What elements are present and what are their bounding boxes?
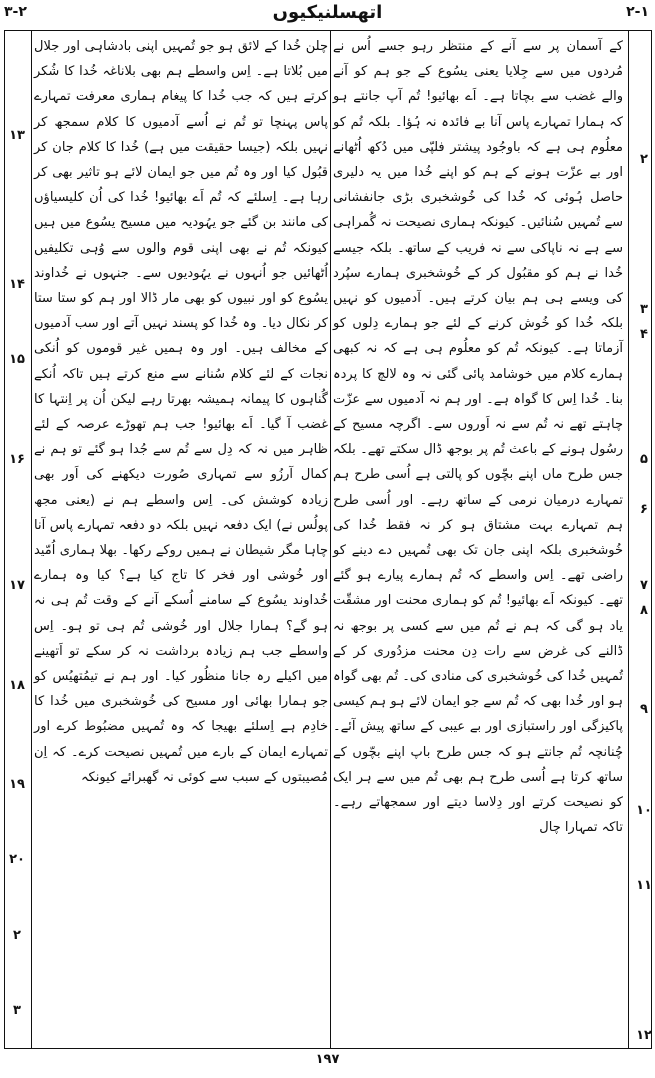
verse-number: ۱۰ bbox=[636, 803, 652, 818]
chapter-range-right: ۲-۱ bbox=[626, 4, 649, 20]
verse-number: ۱۵ bbox=[9, 352, 25, 367]
left-column-text: چلن خُدا کے لائق ہو جو تُمہیں اپنی بادشاہی اور جلال میں بُلاتا ہے۔ اِس واسطے ہم بھی بلاناغہ خُدا کا شُکر کرتے ہیں کہ جب خُدا کا پیغام ہماری معرفت تمہارے پاس پہنچا تو تُم نے اُسے آدمیوں کا کلام سمجھ کر نہیں بلکہ (جیسا حقیقت میں ہے) خُدا کا کلام جان کر قبُول کیا اور وہ تُم میں جو ایمان لائے ہو تاثیر بھی کر رہا ہے۔ اِسلئے کہ تُم اَے بھائیو! خُدا کی اُن کلیسیاؤں کی مانند بن گئے جو یہُودیہ میں مسیح یسُوع میں ہیں کیونکہ تُم نے بھی اپنی قوم والوں سے وُہی تکلیفیں اُٹھائیں جو اُنہوں نے یہُودیوں سے۔ جنہوں نے خُداوند یسُوع کو اور نبیوں کو بھی مار ڈالا اور ہم کو ستا ستا کر نکال دیا۔ وہ خُدا کو پسند نہیں آتے اور سب آدمیوں کے مخالف ہیں۔ اور وہ ہمیں غیر قوموں کو اُنکی نجات کے لئے کلام سُنانے سے منع کرتے ہیں تاکہ اُنکے گُناہوں کا پیمانہ ہمیشہ بھرتا رہے لیکن اُن پر اِنتہا کا غضب آ گیا۔ اَے بھائیو! جب ہم تھوڑے عرصہ کے لئے ظاہر میں نہ کہ دِل سے تُم سے جُدا ہو گئے تو ہم نے کمال آرزُو سے تمہاری صُورت دیکھنے کی اَور بھی زیادہ کوشش کی۔ اِس واسطے ہم نے (یعنی مجھ پولُس نے) ایک دفعہ نہیں بلکہ دو دفعہ تمہارے پاس آنا چاہا مگر شیطان نے ہمیں روکے رکھا۔ بھلا ہماری اُمّید اور خُوشی اور فخر کا تاج کیا ہے؟ کیا وہ ہمارے خُداوند یسُوع کے سامنے اُسکے آنے کے وقت تُم ہی نہ ہو گے؟ ہمارا جلال اور خُوشی تُم ہی تو ہو۔ اِس واسطے جب ہم زیادہ برداشت نہ کر سکے تو اَتھینے میں اکیلے رہ جانا منظُور کیا۔ اور ہم نے تیمُتھیُس کو جو ہمارا بھائی اور مسیح کی خُوشخبری میں خُدا کا خادِم ہے اِسلئے بھیجا کہ وہ تُمہیں مضبُوط کرے اور تمہارے ایمان کے بارے میں تُمہیں نصیحت کرے۔ کہ اِن مُصیبتوں کے سبب سے کوئی نہ گھبرائے کیونکہ bbox=[34, 39, 328, 785]
verse-number: ۵ bbox=[640, 452, 648, 467]
verse-number: ۱۸ bbox=[9, 678, 25, 693]
verse-number: ۱۴ bbox=[9, 277, 25, 292]
left-text-column bbox=[34, 34, 328, 1044]
verse-number: ۷ bbox=[640, 578, 648, 593]
verse-number: ۶ bbox=[640, 502, 648, 517]
verse-number: ۹ bbox=[640, 702, 648, 717]
left-verse-margin-rule bbox=[31, 30, 32, 1048]
right-column-text: کے آسمان پر سے آنے کے منتظر رہو جسے اُس نے مُردوں میں سے جِلایا یعنی یسُوع کے جو ہم کو آنے والے غضب سے بچاتا ہے۔ اَے بھائیو! تُم آپ جانتے ہو کہ ہمارا تمہارے پاس آنا بے فائدہ نہ ہُؤا۔ بلکہ تُم کو معلُوم ہی ہے کہ باوجُود پیشتر فلپّی میں دُکھ اُٹھانے اور بے عزّت ہونے کے ہم کو اپنے خُدا میں یہ دلیری حاصل ہُوئی کہ خُدا کی خُوشخبری بڑی جانفشانی سے تُمہیں سُنائیں۔ کیونکہ ہماری نصیحت نہ گُمراہی سے ہے نہ ناپاکی سے نہ فریب کے ساتھ۔ بلکہ جیسے خُدا نے ہم کو مقبُول کر کے خُوشخبری ہمارے سپُرد کی ویسے ہی ہم بیان کرتے ہیں۔ آدمیوں کو نہیں بلکہ خُدا کو خُوش کرنے کے لئے جو ہمارے دِلوں کو آزماتا ہے۔ کیونکہ تُم کو معلُوم ہی ہے کہ نہ کبھی ہمارے کلام میں خوشامد پائی گئی نہ وہ لالچ کا پردہ بنا۔ خُدا اِس کا گواہ ہے۔ اور ہم نہ آدمیوں سے عزّت چاہتے تھے نہ تُم سے نہ اَوروں سے۔ اگرچہ مسیح کے رسُول ہونے کے باعث تُم پر بوجھ ڈال سکتے تھے۔ بلکہ جس طرح ماں اپنے بچّوں کو پالتی ہے اُسی طرح ہم تمہارے درمیان نرمی کے ساتھ رہے۔ اور اُسی طرح ہم تمہارے بہت مشتاق ہو کر نہ فقط خُدا کی خُوشخبری بلکہ اپنی جان تک بھی تُمہیں دے دینے کو راضی تھے۔ اِس واسطے کہ تُم ہمارے پیارے ہو گئے تھے۔ کیونکہ اَے بھائیو! تُم کو ہماری محنت اور مشقّت یاد ہو گی کہ ہم نے تُم میں سے کسی پر بوجھ نہ ڈالنے کی غرض سے رات دِن محنت مزدُوری کر کے تُمہیں خُدا کی خُوشخبری کی منادی کی۔ تُم بھی گواہ ہو اور خُدا بھی کہ تُم سے جو ایمان لائے ہو ہم کیسی پاکیزگی اور راستبازی اور بے عیبی کے ساتھ پیش آئے۔ چُنانچہ تُم جانتے ہو کہ جس طرح باپ اپنے بچّوں کے ساتھ کرتا ہے اُسی طرح ہم بھی تُم میں سے ہر ایک کو نصیحت کرتے اور دِلاسا دیتے اور سمجھاتے رہے۔ تاکہ تمہارا چال bbox=[333, 39, 623, 836]
verse-number: ۱۲ bbox=[636, 1028, 652, 1043]
verse-number: ۱۱ bbox=[636, 878, 652, 893]
left-border bbox=[4, 30, 5, 1048]
footer-rule bbox=[4, 1048, 652, 1049]
verse-number: ۱۳ bbox=[9, 128, 25, 143]
verse-number: ۱۶ bbox=[9, 452, 25, 467]
book-title: اتھسلنیکیوں bbox=[272, 2, 383, 23]
page-header bbox=[0, 0, 655, 30]
verse-number: ۲ bbox=[640, 152, 648, 167]
verse-number: ۱۹ bbox=[9, 777, 25, 792]
page-number: ۱۹۷ bbox=[315, 1052, 340, 1067]
header-rule bbox=[4, 30, 652, 31]
verse-number: ۴ bbox=[640, 327, 648, 342]
right-text-column bbox=[333, 34, 623, 1044]
right-verse-margin-rule bbox=[628, 30, 629, 1048]
verse-number: ۸ bbox=[640, 603, 648, 618]
right-border bbox=[651, 30, 652, 1048]
verse-number: ۱۷ bbox=[9, 578, 25, 593]
verse-number: ۲۰ bbox=[9, 852, 25, 867]
verse-number: ۳ bbox=[640, 302, 648, 317]
verse-number: ۲ bbox=[13, 928, 21, 943]
verse-number: ۳ bbox=[13, 1003, 21, 1018]
chapter-range-left: ۳-۲ bbox=[4, 4, 27, 20]
column-divider bbox=[330, 30, 331, 1048]
